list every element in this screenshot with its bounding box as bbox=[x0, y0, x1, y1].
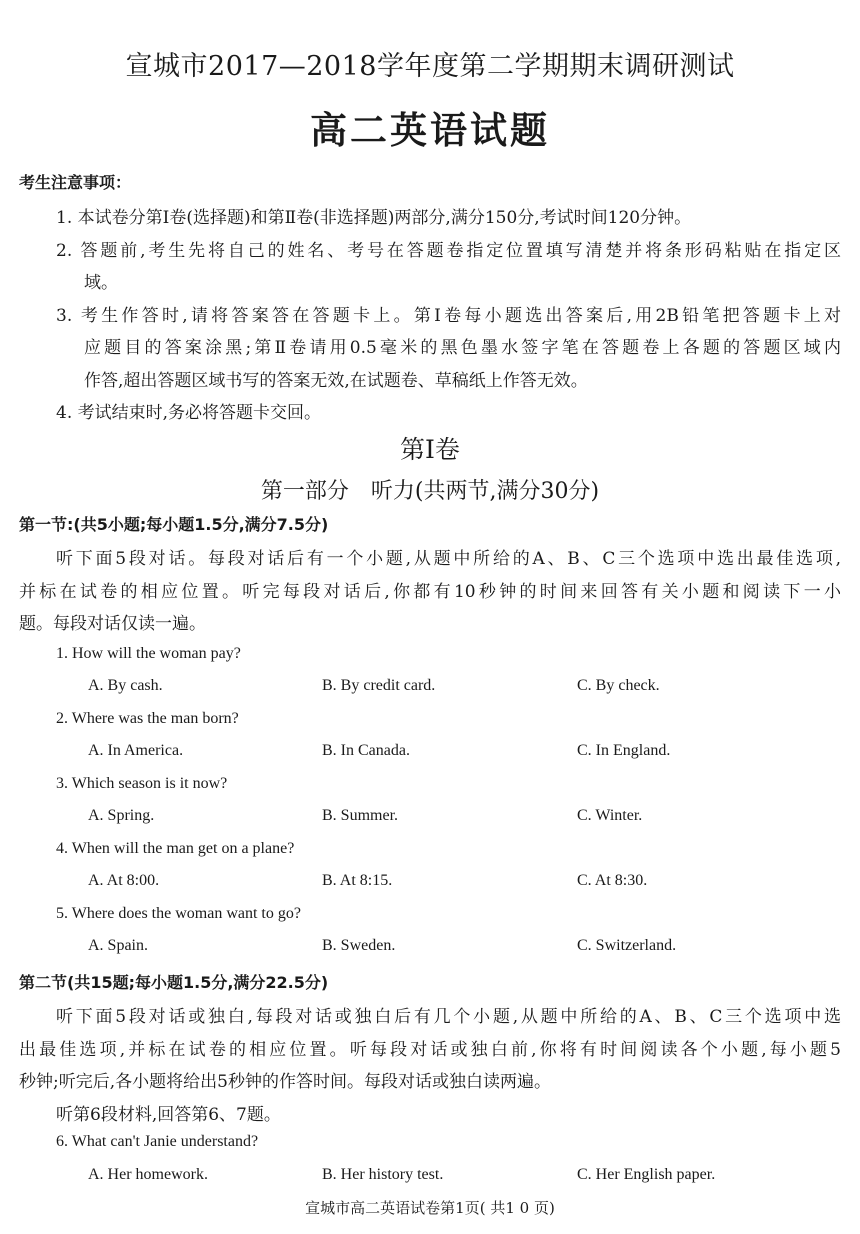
notice-item-2-line2: 域。 bbox=[84, 273, 118, 293]
question-4-option-a: A. At 8:00. bbox=[88, 872, 160, 889]
question-3-option-c: C. Winter. bbox=[577, 807, 643, 824]
notice-item-3-line2: 应题目的答案涂黑;第Ⅱ卷请用0.5毫米的黑色墨水签字笔在答题卷上各题的答题区域内 bbox=[84, 338, 841, 358]
question-5-option-b: B. Sweden. bbox=[322, 937, 396, 954]
question-1: 1. How will the woman pay? bbox=[56, 645, 241, 662]
question-2-option-c: C. In England. bbox=[577, 742, 671, 759]
question-1-option-b: B. By credit card. bbox=[322, 677, 436, 694]
section-1-heading: 第一节:(共5小题;每小题1.5分,满分7.5分) bbox=[19, 515, 329, 534]
notice-item-1: 1. 本试卷分第Ⅰ卷(选择题)和第Ⅱ卷(非选择题)两部分,满分150分,考试时间120分钟。 bbox=[56, 208, 692, 228]
question-4-option-c: C. At 8:30. bbox=[577, 872, 648, 889]
section-1-intro-line3: 题。每段对话仅读一遍。 bbox=[19, 614, 206, 634]
section-1-intro-line2: 并标在试卷的相应位置。听完每段对话后,你都有10秒钟的时间来回答有关小题和阅读下一小 bbox=[19, 582, 841, 602]
question-3-option-a: A. Spring. bbox=[88, 807, 155, 824]
question-2-option-b: B. In Canada. bbox=[322, 742, 410, 759]
section-2-intro-line1: 听下面5段对话或独白,每段对话或独白后有几个小题,从题中所给的A、B、C三个选项中选 bbox=[56, 1007, 841, 1027]
notice-heading: 考生注意事项： bbox=[19, 173, 132, 192]
question-6: 6. What can't Janie understand? bbox=[56, 1133, 259, 1150]
question-5: 5. Where does the woman want to go? bbox=[56, 905, 301, 922]
section-2-intro-line3: 秒钟;听完后,各小题将给出5秒钟的作答时间。每段对话或独白读两遍。 bbox=[19, 1072, 551, 1092]
question-5-option-a: A. Spain. bbox=[88, 937, 148, 954]
section-2-intro-line2: 出最佳选项,并标在试卷的相应位置。听每段对话或独白前,你将有时间阅读各个小题,每小题5 bbox=[19, 1040, 841, 1060]
question-6-option-c: C. Her English paper. bbox=[577, 1166, 716, 1183]
page-footer: 宣城市高二英语试卷第1页( 共1 0 页) bbox=[305, 1199, 555, 1217]
section-1-intro-line1: 听下面5段对话。每段对话后有一个小题,从题中所给的A、B、C三个选项中选出最佳选项, bbox=[56, 549, 841, 569]
question-4: 4. When will the man get on a plane? bbox=[56, 840, 295, 857]
question-3-option-b: B. Summer. bbox=[322, 807, 399, 824]
notice-item-3-line1: 3. 考生作答时,请将答案答在答题卡上。第Ⅰ卷每小题选出答案后,用2B铅笔把答题卡上对 bbox=[56, 306, 841, 326]
section-2-heading: 第二节(共15题;每小题1.5分,满分22.5分) bbox=[19, 973, 329, 992]
notice-item-3-line3: 作答,超出答题区域书写的答案无效,在试题卷、草稿纸上作答无效。 bbox=[84, 371, 588, 391]
question-6-option-b: B. Her history test. bbox=[322, 1166, 444, 1183]
material-6-instruction: 听第6段材料,回答第6、7题。 bbox=[56, 1105, 281, 1125]
question-2-option-a: A. In America. bbox=[88, 742, 184, 759]
question-1-option-c: C. By check. bbox=[577, 677, 660, 694]
question-1-option-a: A. By cash. bbox=[88, 677, 163, 694]
question-3: 3. Which season is it now? bbox=[56, 775, 228, 792]
exam-title: 宣城市2017—2018学年度第二学期期末调研测试 bbox=[125, 51, 735, 82]
notice-item-4: 4. 考试结束时,务必将答题卡交回。 bbox=[56, 403, 322, 423]
volume-title: 第Ⅰ卷 bbox=[400, 435, 460, 464]
part-title: 第一部分 听力(共两节,满分30分) bbox=[260, 479, 600, 504]
question-4-option-b: B. At 8:15. bbox=[322, 872, 393, 889]
notice-item-2-line1: 2. 答题前,考生先将自己的姓名、考号在答题卷指定位置填写清楚并将条形码粘贴在指定区 bbox=[56, 241, 841, 261]
question-5-option-c: C. Switzerland. bbox=[577, 937, 677, 954]
question-2: 2. Where was the man born? bbox=[56, 710, 239, 727]
exam-subtitle: 高二英语试题 bbox=[310, 109, 550, 152]
question-6-option-a: A. Her homework. bbox=[88, 1166, 208, 1183]
